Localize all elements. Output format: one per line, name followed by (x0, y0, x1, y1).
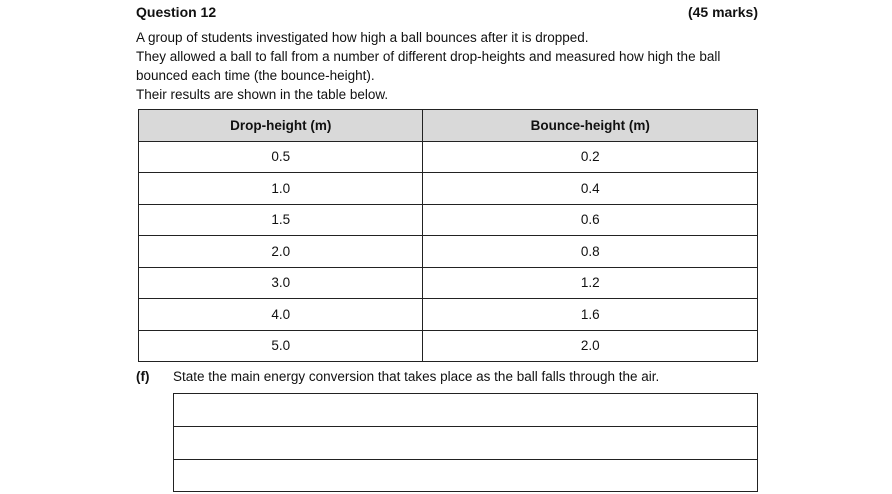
table-row (139, 330, 758, 362)
question-intro (136, 28, 776, 104)
question-header (136, 4, 758, 22)
bounce-height-cell: 0.8 (423, 236, 758, 268)
table-row (139, 173, 758, 205)
answer-box[interactable] (173, 393, 758, 492)
part-f-question: State the main energy conversion that takes place as the ball falls through the air. (173, 369, 660, 384)
drop-height-cell: 1.0 (139, 173, 423, 205)
results-table (138, 109, 758, 362)
table-row (139, 204, 758, 236)
part-f-label: (f) (136, 369, 150, 384)
drop-height-cell: 4.0 (139, 299, 423, 331)
question-title: Question 12 (136, 4, 217, 20)
answer-line (174, 459, 757, 460)
intro-line: They allowed a ball to fall from a number of different drop-heights and measured how high the ball bounced each time (the bounce-height). (136, 49, 721, 83)
column-header-bounce-height: Bounce-height (m) (423, 110, 758, 142)
bounce-height-cell: 1.2 (423, 267, 758, 299)
bounce-height-cell: 0.4 (423, 173, 758, 205)
question-marks: (45 marks) (687, 4, 758, 20)
table-header-row (139, 110, 758, 142)
drop-height-cell: 5.0 (139, 330, 423, 362)
bounce-height-cell: 1.6 (423, 299, 758, 331)
table-row (139, 141, 758, 173)
bounce-height-cell: 0.6 (423, 204, 758, 236)
table-row (139, 236, 758, 268)
bounce-height-cell: 2.0 (423, 330, 758, 362)
answer-line (174, 426, 757, 427)
column-header-drop-height: Drop-height (m) (139, 110, 423, 142)
drop-height-cell: 1.5 (139, 204, 423, 236)
table-row (139, 299, 758, 331)
table-row (139, 267, 758, 299)
drop-height-cell: 3.0 (139, 267, 423, 299)
bounce-height-cell: 0.2 (423, 141, 758, 173)
drop-height-cell: 2.0 (139, 236, 423, 268)
intro-line: Their results are shown in the table below. (136, 87, 389, 102)
drop-height-cell: 0.5 (139, 141, 423, 173)
intro-line: A group of students investigated how high a ball bounces after it is dropped. (136, 30, 589, 45)
